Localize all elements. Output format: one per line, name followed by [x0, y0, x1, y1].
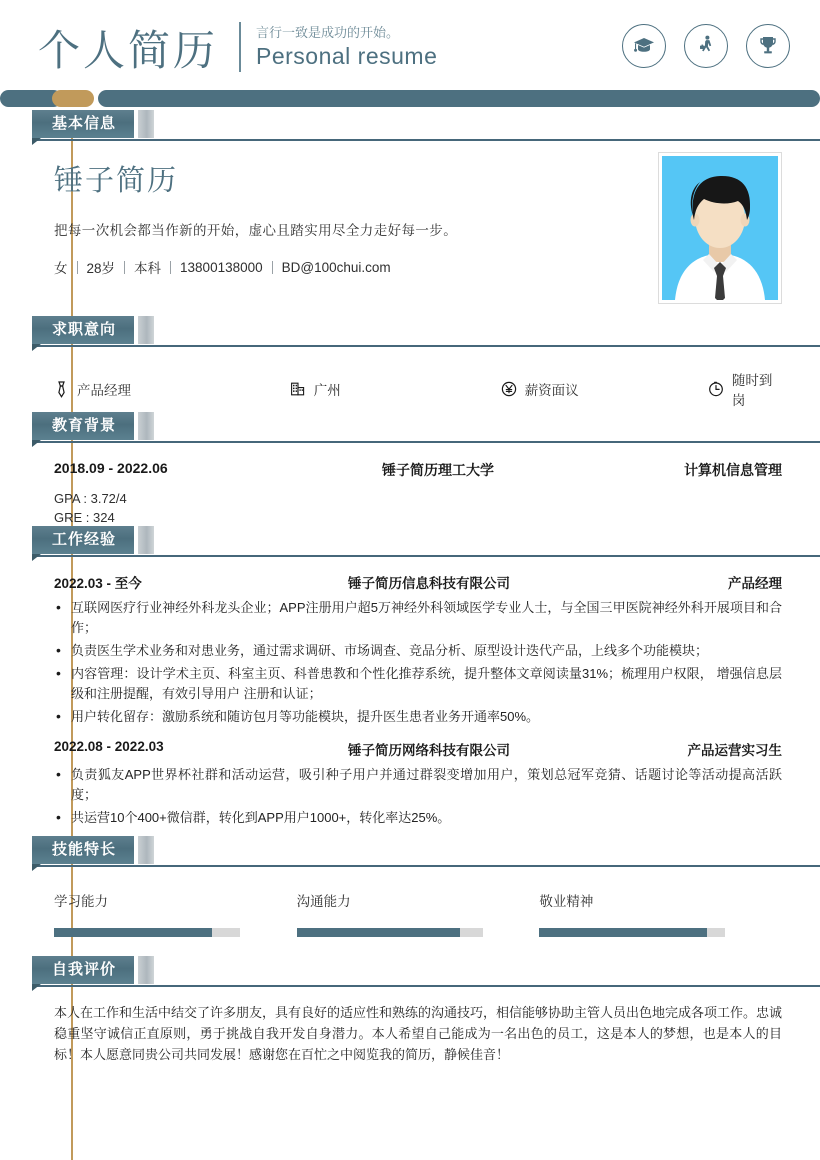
section-title-basic-info: 基本信息 — [32, 110, 134, 138]
graduation-cap-icon — [622, 24, 666, 68]
section-rule — [32, 985, 820, 987]
section-header-basic-info — [32, 110, 820, 144]
skill-progress-fill — [539, 928, 706, 937]
trophy-icon — [746, 24, 790, 68]
section-skills — [0, 836, 820, 956]
section-header-education — [32, 412, 820, 446]
yen-circle-icon — [501, 381, 517, 397]
section-title-job-intention: 求职意向 — [32, 316, 134, 344]
candidate-motto: 把每一次机会都当作新的开始，虚心且踏实用尽全力走好每一步。 — [54, 223, 458, 238]
job-header-row — [54, 739, 782, 759]
section-rule — [32, 555, 820, 557]
section-tab-accent — [138, 526, 154, 554]
education-entry — [54, 446, 782, 526]
intent-item-availability — [708, 366, 782, 412]
resume-body — [0, 110, 820, 1065]
job-date: 2022.08 - 2022.03 — [54, 739, 164, 754]
skill-progress-fill — [297, 928, 461, 937]
tie-icon — [54, 381, 69, 398]
skill-label: 沟通能力 — [296, 894, 351, 909]
skills-row — [54, 870, 782, 956]
section-body-basic-info — [54, 144, 820, 316]
section-title-skills: 技能特长 — [32, 836, 134, 864]
section-self-evaluation — [0, 956, 820, 1065]
section-rule — [32, 345, 820, 347]
intent-item-city — [290, 366, 501, 412]
section-title-self-evaluation: 自我评价 — [32, 956, 134, 984]
job-bullet: • 共运营10个400+微信群，转化到APP用户1000+，转化率达25%。 — [54, 808, 782, 828]
education-details — [54, 489, 782, 527]
header-subtitle-block — [256, 24, 437, 70]
intent-item-position — [54, 366, 290, 412]
education-gre: GRE : 324 — [54, 510, 115, 525]
intent-label-availability: 随时到岗 — [731, 373, 773, 408]
section-body-work-experience — [54, 560, 820, 836]
header-subtitle-en: Personal resume — [256, 43, 438, 69]
skill-label: 敬业精神 — [539, 894, 594, 909]
section-tab-accent — [138, 836, 154, 864]
job-bullet: • 负责狐友APP世界杯社群和活动运营，吸引种子用户并通过群裂变增加用户，策划总冠军竞猜、话题讨论等活动提高活跃度； — [54, 765, 782, 805]
avatar-image — [662, 156, 778, 300]
education-date: 2018.09 - 2022.06 — [54, 460, 168, 476]
section-header-self-evaluation — [32, 956, 820, 990]
skill-item — [54, 890, 297, 956]
job-company: 锤子简历信息科技有限公司 — [348, 576, 510, 591]
job-bullet: • 负责医生学术业务和对患业务，通过需求调研、市场调查、竞品分析、原型设计迭代产品，上线多个功能模块； — [54, 641, 782, 661]
candidate-name: 锤子简历 — [54, 165, 179, 197]
job-title: 产品运营实习生 — [687, 743, 782, 758]
section-header-skills — [32, 836, 820, 870]
intent-label-salary: 薪资面议 — [524, 383, 579, 398]
section-body-self-evaluation — [54, 990, 820, 1065]
section-title-education: 教育背景 — [32, 412, 134, 440]
education-school: 锤子简历理工大学 — [382, 462, 494, 478]
job-bullet: • 内容管理：设计学术主页、科室主页、科普患教和个性化推荐系统，提升整体文章阅读量31%；梳理用户权限， 增强信息层级和注册提醒，有效引导用户 注册和认证； — [54, 664, 782, 704]
decorative-bar — [0, 90, 820, 110]
header-icon-group — [622, 24, 790, 68]
education-major: 计算机信息管理 — [684, 462, 782, 478]
job-bullet-list — [54, 765, 782, 828]
section-education — [0, 412, 820, 526]
skill-progress-track — [54, 928, 240, 937]
header-subtitle-cn: 言行一致是成功的开始。 — [256, 25, 400, 40]
section-notch — [32, 440, 41, 447]
businessman-walking-icon — [684, 24, 728, 68]
avatar — [658, 152, 782, 304]
meta-email: BD@100chui.com — [281, 259, 391, 275]
section-notch — [32, 864, 41, 871]
self-evaluation-text: 本人在工作和生活中结交了许多朋友，具有良好的适应性和熟练的沟通技巧，相信能够协助主管人员出色地完成各项工作。忠诚稳重坚守诚信正直原则，勇于挑战自我开发自身潜力。本人希望自己能成为一名出色的员工，这是本人的梦想，也是本人的目标！本人愿意同贵公司共同发展！感谢您在百忙之中阅览我的简历，静候佳音！ — [54, 1005, 783, 1062]
skill-progress-track — [297, 928, 483, 937]
skill-progress-fill — [54, 928, 212, 937]
clock-icon — [708, 381, 724, 397]
header-divider — [239, 22, 241, 72]
skill-label: 学习能力 — [54, 894, 108, 909]
section-notch — [32, 554, 41, 561]
section-rule — [32, 139, 820, 141]
job-intention-row — [54, 350, 782, 412]
job-date: 2022.03 - 至今 — [54, 576, 142, 591]
job-header-row — [54, 572, 782, 592]
section-tab-accent — [138, 316, 154, 344]
section-header-work-experience — [32, 526, 820, 560]
meta-gender: 女 — [54, 261, 68, 276]
section-rule — [32, 441, 820, 443]
job-bullet: • 互联网医疗行业神经外科龙头企业；APP注册用户超5万神经外科领域医学专业人士，与全国三甲医院神经外科开展项目和合作； — [54, 598, 782, 638]
intent-label-position: 产品经理 — [77, 383, 131, 398]
section-tab-accent — [138, 412, 154, 440]
section-body-job-intention — [54, 350, 820, 412]
section-work-experience — [0, 526, 820, 836]
skill-item — [539, 890, 782, 956]
section-basic-info — [0, 110, 820, 316]
deco-gold-pill — [52, 90, 94, 107]
deco-segment-right — [98, 90, 820, 107]
skill-item — [297, 890, 540, 956]
section-rule — [32, 865, 820, 867]
education-gpa: GPA : 3.72/4 — [54, 491, 127, 506]
section-notch — [32, 344, 41, 351]
job-entry — [54, 739, 782, 828]
section-body-skills — [54, 870, 820, 956]
intent-item-salary — [501, 366, 708, 412]
education-header-row — [54, 460, 782, 480]
basic-info-content — [54, 144, 782, 316]
building-icon — [290, 381, 306, 397]
section-tab-accent — [138, 956, 154, 984]
skill-progress-track — [539, 928, 725, 937]
section-header-job-intention — [32, 316, 820, 350]
section-tab-accent — [138, 110, 154, 138]
section-notch — [32, 138, 41, 145]
intent-label-city: 广州 — [313, 383, 341, 398]
section-job-intention — [0, 316, 820, 412]
meta-degree: 本科 — [134, 261, 162, 276]
job-title: 产品经理 — [728, 576, 782, 591]
page-header — [0, 0, 820, 88]
job-bullet-list — [54, 598, 782, 727]
page-title: 个人简历 — [38, 27, 219, 74]
meta-age: 28岁 — [86, 261, 116, 276]
job-bullet: • 用户转化留存：激励系统和随访包月等功能模块，提升医生患者业务开通率50%。 — [54, 707, 782, 727]
section-title-work-experience: 工作经验 — [32, 526, 134, 554]
section-body-education — [54, 446, 820, 526]
meta-phone: 13800138000 — [180, 259, 263, 275]
job-company: 锤子简历网络科技有限公司 — [348, 743, 510, 758]
job-entry — [54, 572, 782, 727]
section-notch — [32, 984, 41, 991]
